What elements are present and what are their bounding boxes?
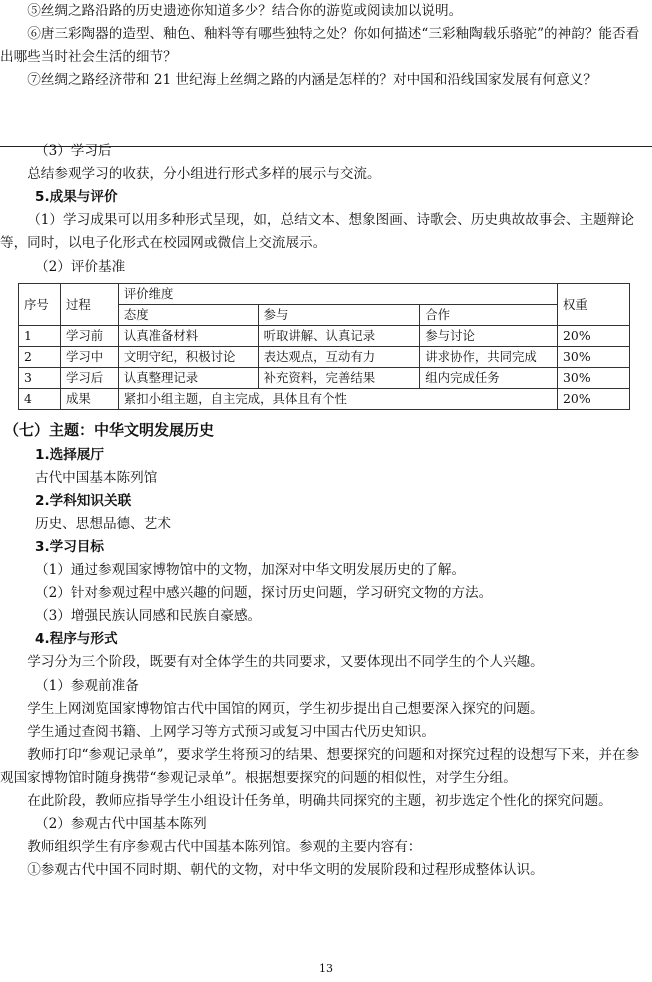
cell-participation: 听取讲解、认真记录 — [258, 326, 420, 347]
visit-heading: （2）参观古代中国基本陈列 — [35, 816, 207, 833]
procedure-intro: 学习分为三个阶段，既要有对全体学生的共同要求，又要体现出不同学生的个人兴趣。 — [27, 654, 544, 671]
cell-merged-criteria: 紧扣小组主题，自主完成，具体且有个性 — [118, 389, 557, 410]
learning-goal-2: （2）针对参观过程中感兴趣的问题，探讨历史问题，学习研究文物的方法。 — [35, 585, 493, 602]
cell-attitude: 认真准备材料 — [118, 326, 258, 347]
header-attitude: 态度 — [118, 305, 258, 326]
cell-seq: 3 — [19, 368, 61, 389]
cell-attitude: 认真整理记录 — [118, 368, 258, 389]
after-study-heading: （3）学习后 — [35, 143, 112, 159]
select-hall-body: 古代中国基本陈列馆 — [35, 469, 158, 486]
procedure-heading: 4.程序与形式 — [35, 631, 118, 648]
learning-goal-3: （3）增强民族认同感和民族自豪感。 — [35, 608, 262, 625]
page-number: 13 — [319, 962, 333, 975]
after-study-body: 总结参观学习的收获，分小组进行形式多样的展示与交流。 — [27, 166, 381, 183]
table-row — [19, 368, 630, 389]
theme-7-title: （七）主题：中华文明发展历史 — [4, 421, 215, 439]
cell-participation: 表达观点，互动有力 — [258, 347, 420, 368]
visit-p2: ①参观古代中国不同时期、朝代的文物，对中华文明的发展阶段和过程形成整体认识。 — [27, 862, 544, 879]
question-7: ⑦丝绸之路经济带和 21 世纪海上丝绸之路的内涵是怎样的？对中国和沿线国家发展有何意义？ — [27, 72, 597, 89]
pre-visit-p4: 在此阶段，教师应指导学生小组设计任务单，明确共同探究的主题，初步选定个性化的探究问题。 — [27, 793, 612, 810]
cell-seq: 4 — [19, 389, 61, 410]
cell-weight: 30% — [558, 347, 630, 368]
cell-attitude: 文明守纪，积极讨论 — [118, 347, 258, 368]
visit-p1: 教师组织学生有序参观古代中国基本陈列馆。参观的主要内容有： — [27, 839, 422, 856]
question-list — [0, 0, 652, 92]
table-row — [19, 326, 630, 347]
cell-participation: 补充资料，完善结果 — [258, 368, 420, 389]
eval-criteria-heading: （2）评价基准 — [35, 258, 126, 275]
cell-seq: 1 — [19, 326, 61, 347]
header-seq: 序号 — [19, 284, 61, 326]
header-cooperation: 合作 — [420, 305, 558, 326]
pre-visit-heading: （1）参观前准备 — [35, 677, 139, 694]
learning-goals-heading: 3.学习目标 — [35, 538, 104, 555]
cell-cooperation: 组内完成任务 — [420, 368, 558, 389]
table-row — [19, 347, 630, 368]
cell-weight: 30% — [558, 368, 630, 389]
cell-weight: 20% — [558, 326, 630, 347]
cell-process: 学习中 — [60, 347, 118, 368]
cell-weight: 20% — [558, 389, 630, 410]
cell-cooperation: 参与讨论 — [420, 326, 558, 347]
pre-visit-p3: 教师打印“参观记录单”，要求学生将预习的结果、想要探究的问题和对探究过程的设想写下来，并在参观国家博物馆时随身携带“参观记录单”。根据想要探究的问题的相似性，对学生分组。 — [0, 746, 640, 787]
cell-seq: 2 — [19, 347, 61, 368]
results-eval-p1: （1）学习成果可以用多种形式呈现，如，总结文本、想象图画、诗歌会、历史典故故事会、主题辩论等，同时，以电子化形式在校园网或微信上交流展示。 — [0, 212, 634, 252]
cell-process: 学习后 — [60, 368, 118, 389]
table-row — [19, 389, 630, 410]
cell-process: 学习前 — [60, 326, 118, 347]
question-5: ⑤丝绸之路沿路的历史遗迹你知道多少？结合你的游览或阅读加以说明。 — [27, 3, 463, 19]
evaluation-table — [18, 283, 630, 410]
cell-cooperation: 讲求协作，共同完成 — [420, 347, 558, 368]
header-dimension: 评价维度 — [118, 284, 557, 305]
theme-7-section — [0, 418, 652, 883]
header-participation: 参与 — [258, 305, 420, 326]
subject-link-heading: 2.学科知识关联 — [35, 492, 132, 509]
header-weight: 权重 — [558, 284, 630, 326]
results-eval-heading: 5.成果与评价 — [35, 189, 118, 206]
pre-visit-p1: 学生上网浏览国家博物馆古代中国馆的网页，学生初步提出自己想要深入探究的问题。 — [27, 700, 544, 717]
pre-visit-p2: 学生通过查阅书籍、上网学习等方式预习或复习中国古代历史知识。 — [27, 723, 435, 740]
table-header-row — [19, 284, 630, 305]
learning-goal-1: （1）通过参观国家博物馆中的文物，加深对中华文明发展历史的了解。 — [35, 562, 466, 579]
header-process: 过程 — [60, 284, 118, 326]
cell-process: 成果 — [60, 389, 118, 410]
question-6: ⑥唐三彩陶器的造型、釉色、釉料等有哪些独特之处？你如何描述“三彩釉陶载乐骆驼”的神韵？能否看出哪些当时社会生活的细节？ — [0, 26, 640, 66]
after-study-section — [0, 140, 652, 279]
subject-link-body: 历史、思想品德、艺术 — [35, 515, 171, 532]
select-hall-heading: 1.选择展厅 — [35, 446, 104, 463]
